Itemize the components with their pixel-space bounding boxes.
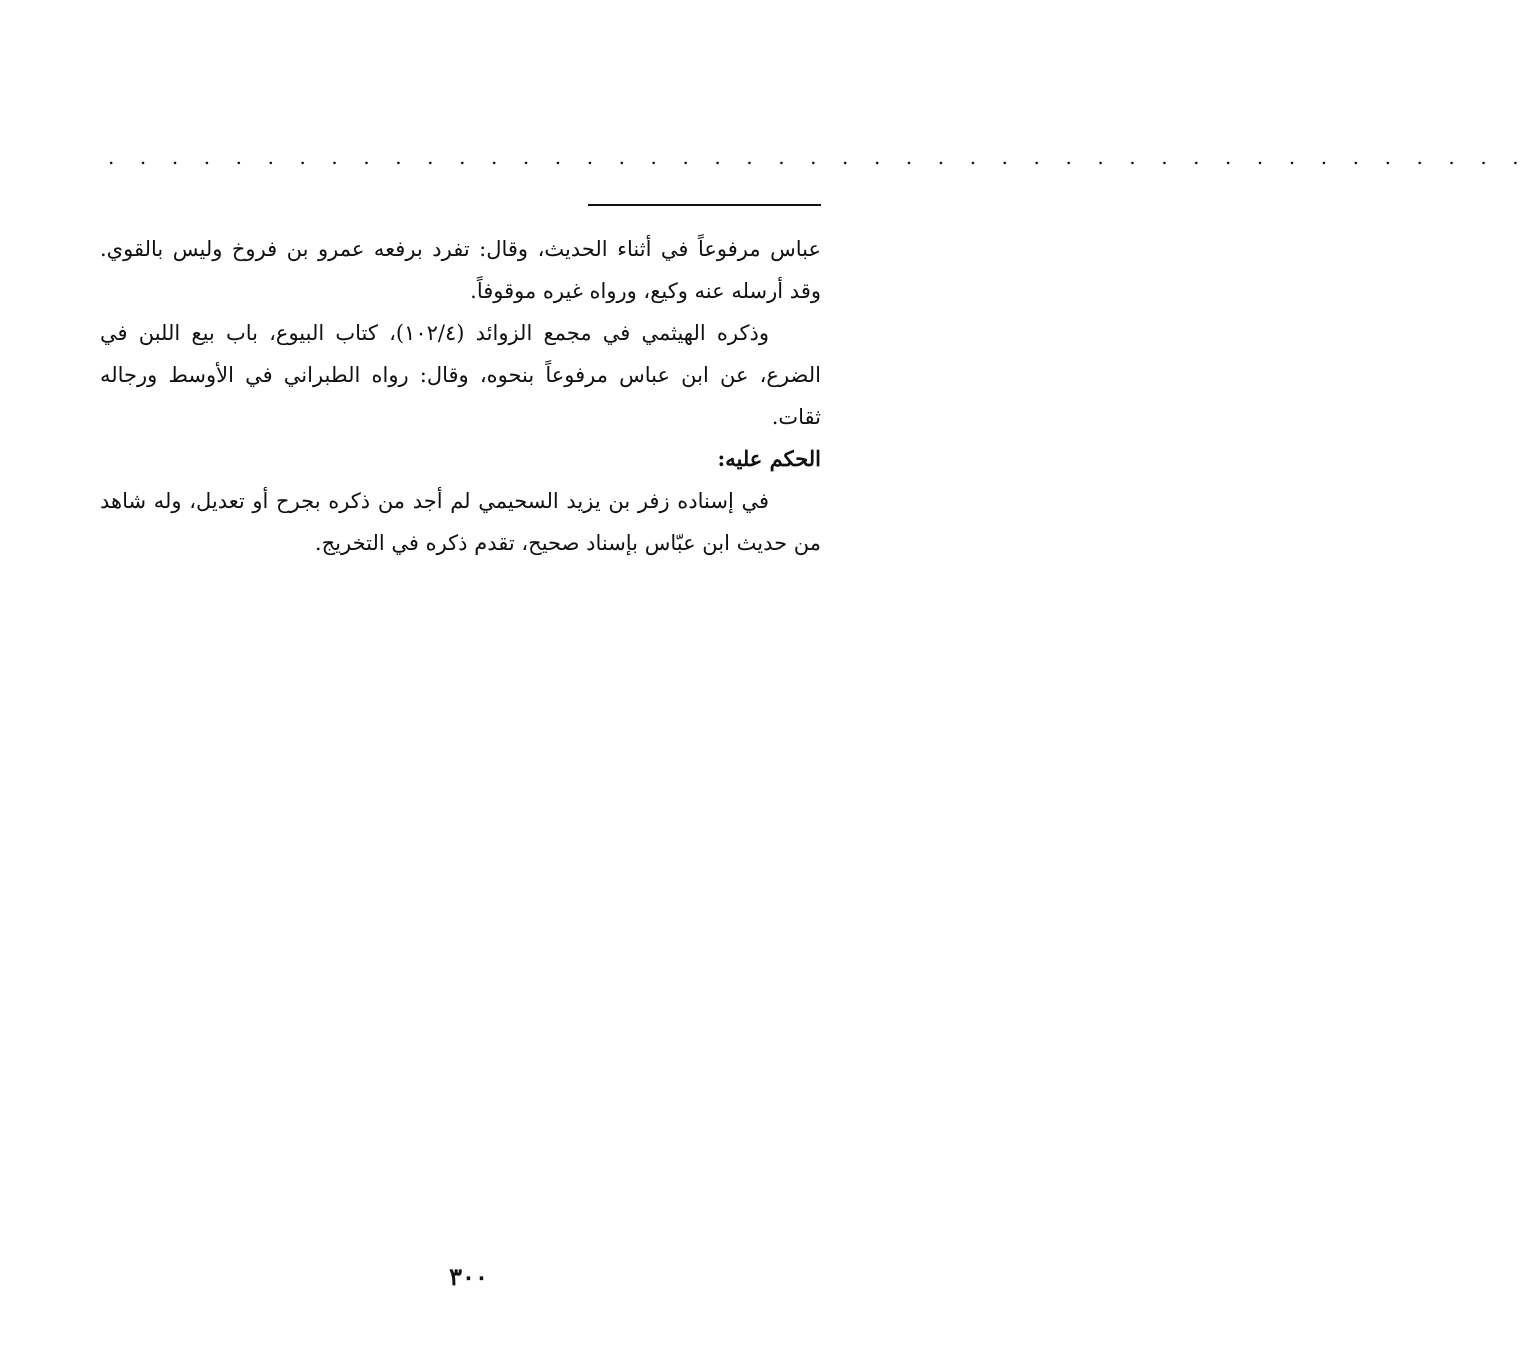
footnote-paragraph-1: عباس مرفوعاً في أثناء الحديث، وقال: تفرد برفعه عمرو بن فروخ وليس بالقوي. وقد أرسله عنه وكيع، ورواه غيره موقوفاً.	[100, 237, 821, 303]
ruling-heading: الحكم عليه:	[717, 446, 821, 471]
page-number: ٣٠٠	[449, 1262, 488, 1291]
ruling-paragraph: في إسناده زفر بن يزيد السحيمي لم أجد من ذكره بجرح أو تعديل، وله شاهد من حديث ابن عبّاس بإسناد صحيح، تقدم ذكره في التخريج.	[100, 489, 821, 555]
footnote-paragraph-2: وذكره الهيثمي في مجمع الزوائد (١٠٢/٤)، كتاب البيوع، باب بيع اللبن في الضرع، عن ابن عباس مرفوعاً بنحوه، وقال: رواه الطبراني في الأوسط ورجاله ثقات.	[100, 321, 821, 429]
main-text-block	[100, 228, 821, 564]
dotted-separator: . . . . . . . . . . . . . . . . . . . . . . . . . . . . . . . . . . . . . . . . . . . . .	[108, 145, 1528, 169]
footnote-rule	[588, 204, 821, 206]
